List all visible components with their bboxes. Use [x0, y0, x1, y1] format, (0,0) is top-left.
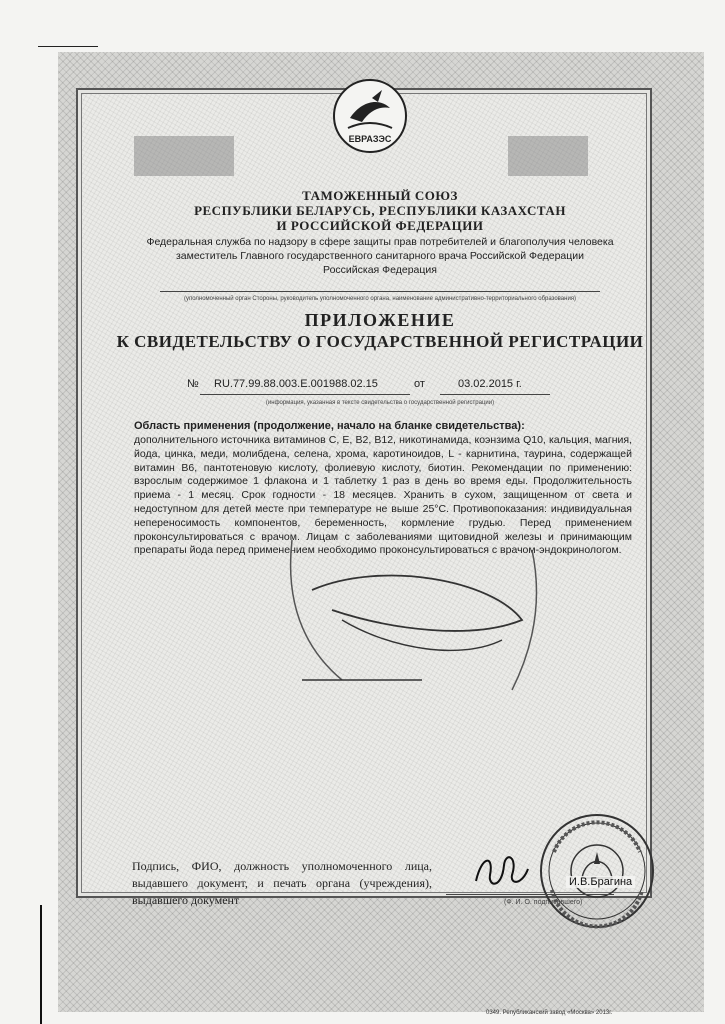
scan-artifact-edge — [40, 905, 42, 1024]
stamp-blur-left — [134, 136, 234, 176]
watermark-swirl-icon — [272, 520, 552, 710]
registration-number-sign: № — [187, 378, 199, 390]
header-union: ТАМОЖЕННЫЙ СОЮЗ — [302, 188, 458, 203]
issuer-underline — [160, 291, 600, 292]
document-subtitle: К СВИДЕТЕЛЬСТВУ О ГОСУДАРСТВЕННОЙ РЕГИСТРАЦИИ — [116, 332, 644, 351]
registration-date-underline — [440, 394, 550, 395]
issuer-line-3: Российская Федерация — [323, 264, 437, 276]
registration-number: RU.77.99.88.003.E.001988.02.15 — [214, 378, 378, 390]
document-title: ПРИЛОЖЕНИЕ — [304, 310, 456, 330]
official-seal-icon — [538, 812, 656, 930]
stamp-blur-right — [508, 136, 588, 176]
application-area-text: дополнительного источника витаминов С, Е, В2, В12, никотинамида, коэнзима Q10, кальция, магния, йода, цинка, меди, молибдена, селена, хрома, каротиноидов, L - карнитина, таурина, содержащей витамин В6, пантотеновую кислоту, фолиевую кислоту, биотин. Рекомендации по применению: взрослым содержимое 1 флакона и 1 таблетку 1 раз в день во время еды. Продолжительность приема - 1 месяц. Срок годности - 18 месяцев. Хранить в сухом, защищенном от света и недоступном для детей месте при температуре не выше 25°С. Противопоказания: индивидуальная непереносимость компонентов, беременность, кормление грудью. Перед применением проконсультироваться с врачом. Лицам с заболеваниями щитовидной железы и принимающим препараты йода перед применением необходимо проконсультироваться с врачом-эндокринологом. — [134, 434, 632, 557]
printer-footer: 0349. Републиканский завод «Москва» 2013г. — [486, 1010, 613, 1016]
issuer-line-2: заместитель Главного государственного санитарного врача Российской Федерации — [175, 250, 585, 262]
eurasec-emblem-icon — [332, 78, 408, 154]
header-federation: И РОССИЙСКОЙ ФЕДЕРАЦИИ — [276, 218, 484, 233]
signer-name: И.В.Брагина — [566, 876, 635, 888]
application-area-label: Область применения (продолжение, начало на бланке свидетельства): — [134, 420, 525, 432]
signature-label: Подпись, ФИО, должность уполномоченного лица, выдавшего документ, и печать органа (учреждения), выдавшего документ — [132, 859, 432, 907]
registration-number-underline — [200, 394, 410, 395]
registration-date: 03.02.2015 г. — [458, 378, 522, 390]
signer-caption: (Ф. И. О. подписавшего) — [504, 899, 583, 906]
issuer-line-1: Федеральная служба по надзору в сфере защиты прав потребителей и благополучия человека — [146, 236, 614, 248]
registration-from-label: от — [414, 378, 425, 390]
scan-artifact-line — [38, 46, 98, 47]
issuer-caption: (уполномоченный орган Стороны, руководитель уполномоченного органа, наименование административно-территориального образования) — [183, 296, 577, 302]
header-republics: РЕСПУБЛИКИ БЕЛАРУСЬ, РЕСПУБЛИКИ КАЗАХСТАН — [194, 203, 566, 218]
signer-underline — [446, 894, 614, 895]
emblem-label: ЕВРАЗЭС — [348, 134, 392, 144]
handwritten-signature-icon — [472, 845, 532, 895]
registration-caption: (информация, указанная в тексте свидетельства о государственной регистрации) — [265, 400, 495, 406]
